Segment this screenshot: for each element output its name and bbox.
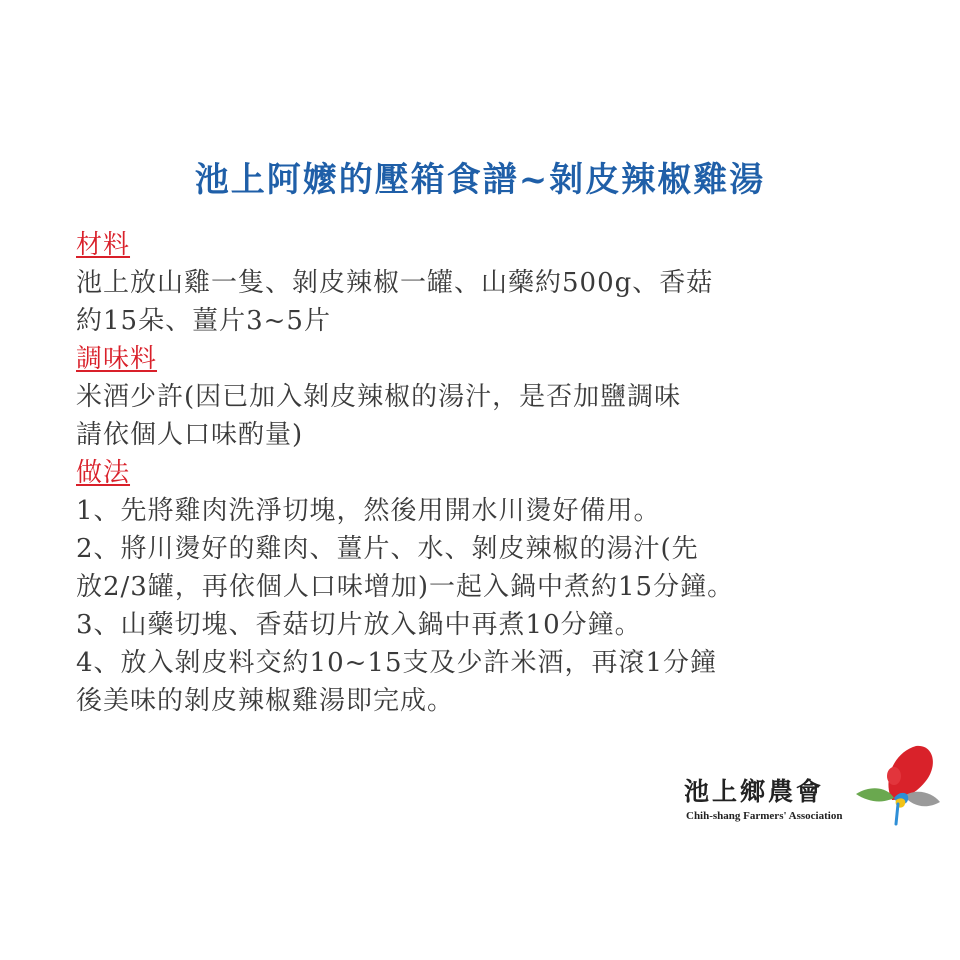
ingredients-line-1: 池上放山雞一隻、剝皮辣椒一罐、山藥約500g、香菇 [76,268,714,298]
method-heading: 做法 [76,458,131,488]
association-logo [684,740,944,830]
ingredients-line-2: 約15朵、薑片3~5片 [76,306,331,336]
method-step-2-cont: 放2/3罐，再依個人口味增加)一起入鍋中煮約15分鐘。 [76,572,735,602]
seasoning-heading: 調味料 [76,344,158,374]
farmers-association-logo-icon [854,740,944,830]
logo-name: 池上鄉農會 [684,777,825,806]
ingredients-heading: 材料 [76,230,131,260]
method-step-4: 4、放入剝皮料交約10~15支及少許米酒，再滾1分鐘 [76,648,718,678]
seasoning-line-1: 米酒少許(因已加入剝皮辣椒的湯汁，是否加鹽調味 [76,382,682,412]
recipe-content [76,226,896,720]
page-title: 池上阿嬤的壓箱食譜~剝皮辣椒雞湯 [194,160,766,200]
logo-english-name: Chih-shang Farmers' Association [686,810,843,822]
seasoning-line-2: 請依個人口味酌量) [76,420,304,450]
method-step-2: 2、將川燙好的雞肉、薑片、水、剝皮辣椒的湯汁(先 [76,534,699,564]
method-step-4-cont: 後美味的剝皮辣椒雞湯即完成。 [76,686,455,716]
method-step-1: 1、先將雞肉洗淨切塊，然後用開水川燙好備用。 [76,496,661,526]
method-step-3: 3、山藥切塊、香菇切片放入鍋中再煮10分鐘。 [76,610,642,640]
